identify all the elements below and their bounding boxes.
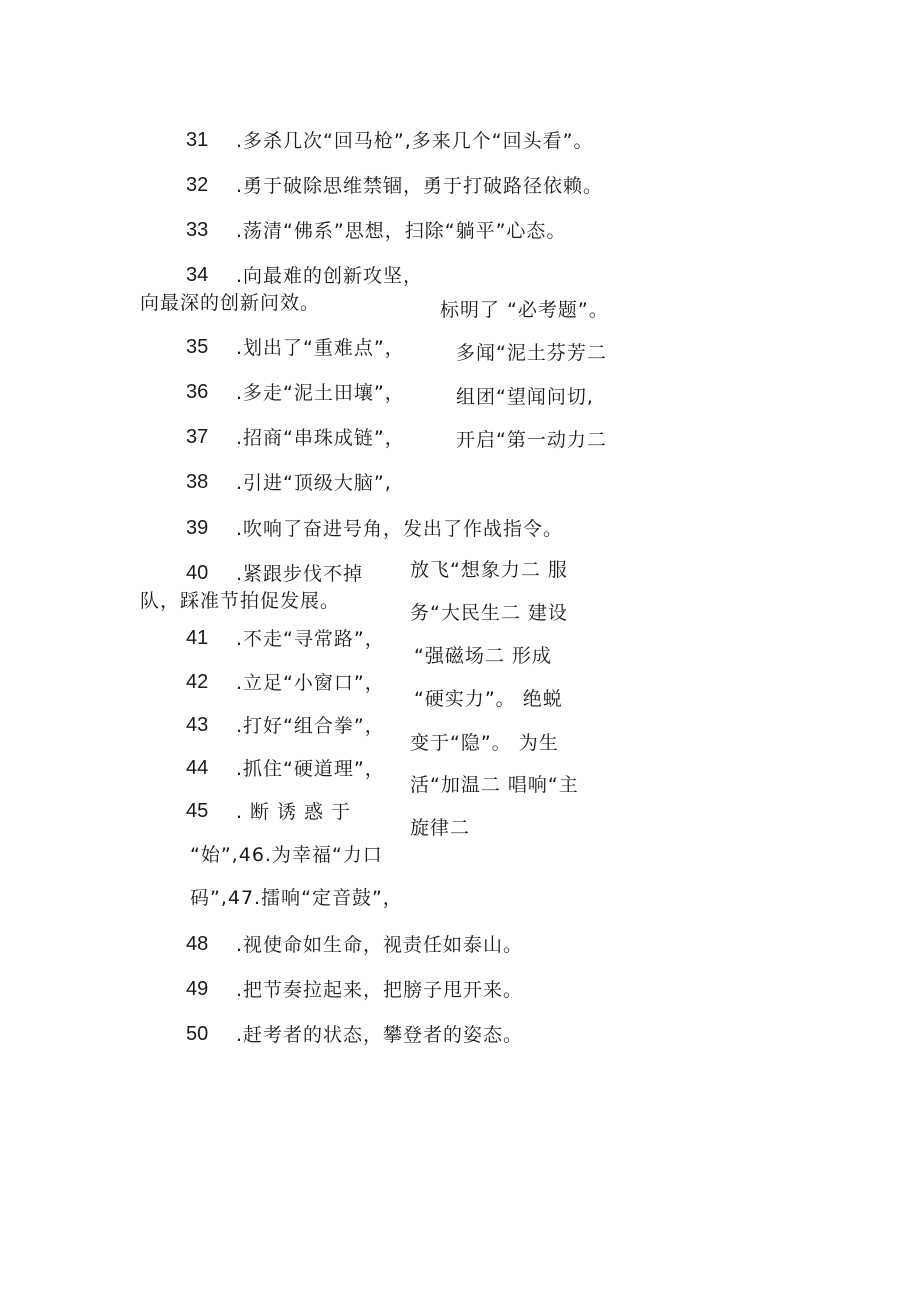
item-number: 44 <box>186 757 209 779</box>
item-number: 49 <box>186 978 209 1000</box>
right-column-line: “硬实力”。 绝蜕 <box>414 688 563 710</box>
right-column-line: 务“大民生二 建设 <box>410 602 568 624</box>
item-text-continued: 队，踩准节拍促发展。 <box>140 590 341 612</box>
item-text: .向最难的创新攻坚， <box>236 265 424 287</box>
item-side-text: 组团“望闻问切, <box>456 386 594 408</box>
item-text-continued: 向最深的创新问效。 <box>140 292 321 314</box>
item-number: 43 <box>186 714 209 736</box>
item-text: .不走“寻常路”， <box>236 628 385 650</box>
item-text: .把节奏拉起来，把膀子甩开来。 <box>236 979 524 1001</box>
item-number: 37 <box>186 426 209 448</box>
right-column-line: 活“加温二 唱响“主 <box>410 774 579 796</box>
item-number: 35 <box>186 336 209 358</box>
item-number: 45 <box>186 800 209 822</box>
item-number: 38 <box>186 471 209 493</box>
item-text: “始”,46.为幸福“力口 <box>190 844 383 866</box>
right-column-line: 变于“隐”。 为生 <box>410 732 559 754</box>
item-number: 31 <box>186 129 209 151</box>
item-number: 50 <box>186 1023 209 1045</box>
item-number: 36 <box>186 381 209 403</box>
item-text: .视使命如生命，视责任如泰山。 <box>236 934 524 956</box>
item-text: .划出了“重难点”， <box>236 337 405 359</box>
item-text: 码”,47.擂响“定音鼓”， <box>190 887 403 909</box>
item-text: .赶考者的状态，攀登者的姿态。 <box>236 1024 524 1046</box>
item-number: 41 <box>186 627 209 649</box>
item-text: .立足“小窗口”， <box>236 672 385 694</box>
item-number: 42 <box>186 671 209 693</box>
item-number: 32 <box>186 174 209 196</box>
item-text: .紧跟步伐不掉 <box>236 563 364 585</box>
item-text: .多杀几次“回马枪”,多来几个“回头看”。 <box>236 130 594 152</box>
item-number: 33 <box>186 219 209 241</box>
item-text: .多走“泥土田壤”， <box>236 382 405 404</box>
item-text: .抓住“硬道理”， <box>236 758 385 780</box>
item-text: .荡清“佛系”思想，扫除“躺平”心态。 <box>236 220 567 242</box>
right-column-line: “强磁场二 形成 <box>414 645 552 667</box>
item-text: .引进“顶级大脑”, <box>236 472 392 494</box>
item-side-text: 多闻“泥土芬芳二 <box>456 342 607 364</box>
item-number: 34 <box>186 264 209 286</box>
item-side-text: 开启“第一动力二 <box>456 429 607 451</box>
right-column-line: 旋律二 <box>410 817 471 839</box>
item-side-text: 标明了 “必考题”。 <box>440 299 609 321</box>
item-number: 48 <box>186 933 209 955</box>
item-text: .打好“组合拳”， <box>236 715 385 737</box>
item-number: 40 <box>186 562 209 584</box>
item-text: .招商“串珠成链”， <box>236 427 405 449</box>
right-column-line: 放飞“想象力二 服 <box>410 559 568 581</box>
item-text: .吹响了奋进号角，发出了作战指令。 <box>236 518 564 540</box>
item-text: .断诱惑于 <box>236 801 359 823</box>
item-number: 39 <box>186 517 209 539</box>
item-text: .勇于破除思维禁锢，勇于打破路径依赖。 <box>236 175 604 197</box>
